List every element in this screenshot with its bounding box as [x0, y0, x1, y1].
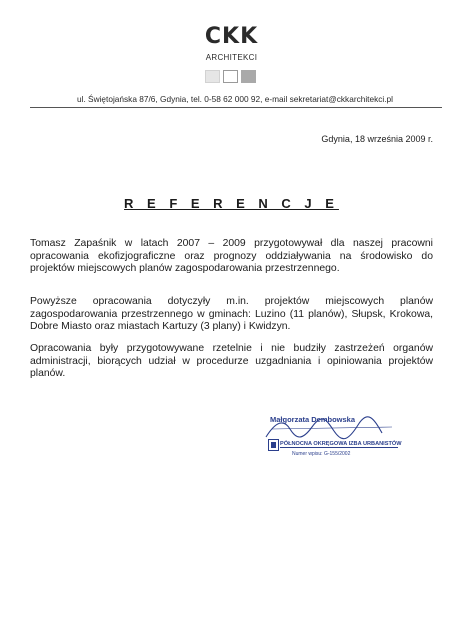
letter-heading-text: R E F E R E N C J E [124, 196, 339, 211]
signature-stamp [262, 415, 422, 467]
letterhead-address: ul. Świętojańska 87/6, Gdynia, tel. 0-58 62 000 92, e-mail sekretariat@ckkarchitekci.pl [76, 94, 394, 104]
stamp-organization: PÓŁNOCNA OKRĘGOWA IZBA URBANISTÓW [280, 441, 402, 447]
logo-square-white [223, 70, 238, 83]
letter-heading [0, 196, 463, 211]
stamp-divider [280, 447, 398, 448]
paragraph-2: Powyższe opracowania dotyczyły m.in. projektów miejscowych planów zagospodarowania przestrzennego w gminach: Luzino (11 planów), Słupsk, Krokowa, Dobre Miasto oraz miastach Kartuzy (3 plany) i Kwidzyn. [30, 296, 433, 332]
logo-square-grey [241, 70, 256, 83]
letterhead-divider [30, 107, 442, 108]
paragraph-1: Tomasz Zapaśnik w latach 2007 – 2009 przygotowywał dla naszej pracowni opracowania ekofizjograficzne oraz prognozy oddziaływania na środowisko do projektów miejscowych planów zagospodarowania przestrzennego. [30, 238, 433, 274]
logo-squares [205, 70, 261, 83]
company-subtitle: ARCHITEKCI [205, 53, 258, 62]
stamp-registration: Numer wpisu: G-155/2002 [292, 451, 351, 457]
stamp-name: Małgorzata Dembowska [270, 415, 356, 424]
letter-date: Gdynia, 18 września 2009 r. [321, 134, 433, 144]
company-logo-text: CKK [204, 24, 259, 49]
paragraph-3: Opracowania były przygotowywane rzetelnie i nie budziły zastrzeżeń organów administracji, biorących udział w procedurze uzgadniania i opiniowania projektów planów. [30, 343, 433, 379]
chamber-logo-icon [268, 439, 279, 451]
logo-square-light [205, 70, 220, 83]
